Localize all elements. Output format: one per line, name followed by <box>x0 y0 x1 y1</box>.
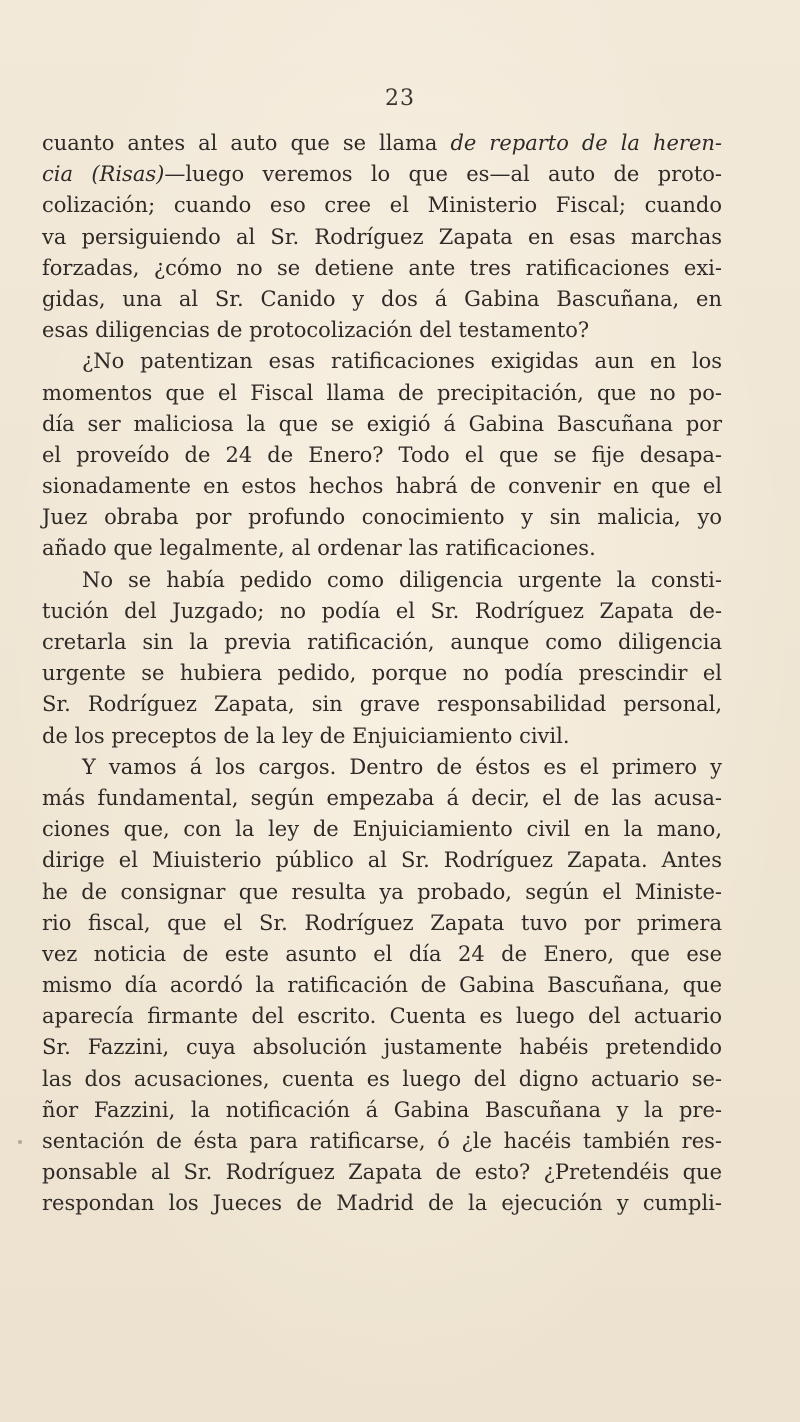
text-line <box>42 346 722 377</box>
text-run: momentos que el Fiscal llama de precipitación, que no po- <box>42 380 722 405</box>
text-run: he de consignar que resulta ya probado, según el Ministe- <box>42 879 722 904</box>
text-line <box>42 253 722 284</box>
text-run: añado que legalmente, al ordenar las ratificaciones. <box>42 536 596 561</box>
text-line <box>42 1095 722 1126</box>
text-run: Sr. Fazzini, cuya absolución justamente habéis pretendido <box>42 1035 722 1060</box>
text-line <box>42 814 722 845</box>
text-run: rio fiscal, que el Sr. Rodríguez Zapata tuvo por primera <box>42 910 722 935</box>
text-run: ñor Fazzini, la notificación á Gabina Bascuñana y la pre- <box>42 1097 722 1122</box>
text-run: Sr. Rodríguez Zapata, sin grave responsabilidad personal, <box>42 692 722 717</box>
text-line <box>42 565 722 596</box>
italic-text: de reparto de la heren- <box>450 131 722 155</box>
text-run: Juez obraba por profundo conocimiento y sin malicia, yo <box>42 505 722 530</box>
text-line <box>42 596 722 627</box>
text-line <box>42 1032 722 1063</box>
text-line <box>42 752 722 783</box>
text-run: colización; cuando eso cree el Ministerio Fiscal; cuando <box>42 193 722 218</box>
text-line <box>42 409 722 440</box>
text-run: más fundamental, según empezaba á decir, el de las acusa- <box>42 785 722 810</box>
text-run: día ser maliciosa la que se exigió á Gabina Bascuñana por <box>42 411 722 436</box>
text-run: forzadas, ¿cómo no se detiene ante tres ratificaciones exi- <box>42 255 722 280</box>
text-line <box>42 908 722 939</box>
text-line <box>42 783 722 814</box>
text-run: cretarla sin la previa ratificación, aunque como diligencia <box>42 630 722 654</box>
text-line <box>42 627 722 658</box>
italic-text: cia (Risas) <box>42 162 165 187</box>
text-run: tución del Juzgado; no podía el Sr. Rodríguez Zapata de- <box>42 598 722 623</box>
text-line <box>42 1188 722 1219</box>
text-line <box>42 190 722 221</box>
text-run: aparecía firmante del escrito. Cuenta es luego del actuario <box>42 1004 722 1029</box>
text-line <box>42 315 722 346</box>
text-line <box>42 689 722 720</box>
text-run: dirige el Miuisterio público al Sr. Rodríguez Zapata. Antes <box>42 848 722 873</box>
text-run: sentación de ésta para ratificarse, ó ¿le hacéis también res- <box>42 1129 722 1153</box>
text-line <box>42 845 722 876</box>
text-run: ponsable al Sr. Rodríguez Zapata de esto? ¿Pretendéis que <box>42 1160 722 1185</box>
text-line <box>42 378 722 409</box>
text-run: urgente se hubiera pedido, porque no podía prescindir el <box>42 661 722 686</box>
text-line <box>42 222 722 253</box>
text-run: ¿No patentizan esas ratificaciones exigidas aun en los <box>82 349 722 374</box>
text-line <box>42 1001 722 1032</box>
text-run: respondan los Jueces de Madrid de la ejecución y cumpli- <box>42 1191 722 1216</box>
text-run: mismo día acordó la ratificación de Gabina Bascuñana, que <box>42 973 722 998</box>
text-run: esas diligencias de protocolización del testamento? <box>42 318 590 343</box>
text-line <box>42 1126 722 1157</box>
text-run: Y vamos á los cargos. Dentro de éstos es el primero y <box>82 754 722 779</box>
text-run: vez noticia de este asunto el día 24 de Enero, que ese <box>42 941 722 966</box>
text-line <box>42 533 722 564</box>
text-run: el proveído de 24 de Enero? Todo el que se fije desapa- <box>42 442 722 467</box>
text-line <box>42 471 722 502</box>
text-line <box>42 658 722 689</box>
text-run: las dos acusaciones, cuenta es luego del digno actuario se- <box>42 1066 722 1091</box>
text-run: —luego veremos lo que es—al auto de proto- <box>164 162 722 187</box>
text-line <box>42 502 722 533</box>
text-run: gidas, una al Sr. Canido y dos á Gabina Bascuñana, en <box>42 286 722 311</box>
paper-speck <box>18 1140 22 1144</box>
text-run: cuanto antes al auto que se llama <box>42 131 451 155</box>
text-run: va persiguiendo al Sr. Rodríguez Zapata en esas marchas <box>42 224 722 249</box>
text-line <box>42 877 722 908</box>
body-text <box>42 128 722 1220</box>
text-line <box>42 939 722 970</box>
text-line <box>42 970 722 1001</box>
text-line <box>42 159 722 190</box>
text-line <box>42 1157 722 1188</box>
text-line <box>42 1064 722 1095</box>
text-run: No se había pedido como diligencia urgente la consti- <box>82 567 722 592</box>
text-line <box>42 284 722 315</box>
text-run: ciones que, con la ley de Enjuiciamiento civil en la mano, <box>42 817 722 842</box>
text-run: sionadamente en estos hechos habrá de convenir en que el <box>42 474 722 499</box>
text-line <box>42 721 722 752</box>
text-line <box>42 440 722 471</box>
page-number: 23 <box>385 86 415 111</box>
text-run: de los preceptos de la ley de Enjuiciamiento civil. <box>42 723 570 748</box>
text-line <box>42 128 722 159</box>
